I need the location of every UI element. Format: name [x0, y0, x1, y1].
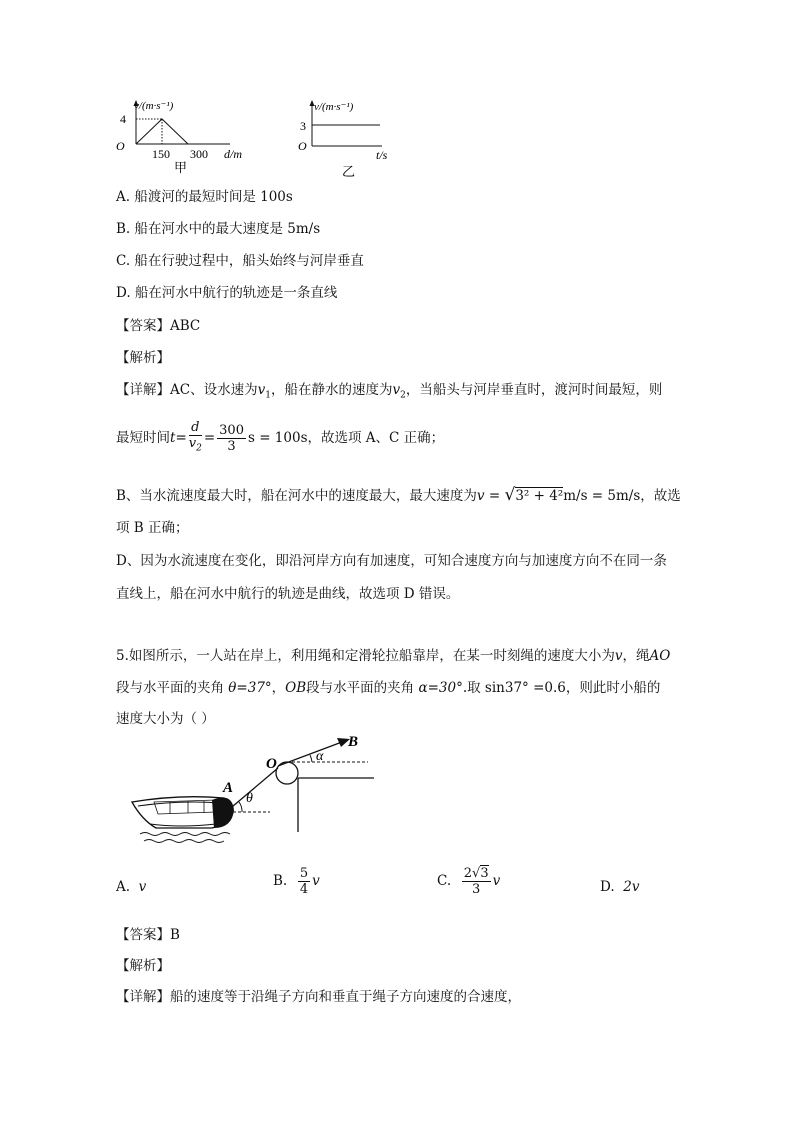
q4-option-a: A. 船渡河的最短时间是 100s	[116, 189, 293, 205]
sqrt-symbol: √	[504, 485, 516, 505]
x-tick-300: 300	[190, 147, 208, 161]
q4-detail-line6: 直线上，船在河水中航行的轨迹是曲线，故选项 D 错误。	[116, 586, 460, 602]
label-a: A	[223, 780, 234, 796]
label-o: O	[266, 756, 277, 772]
origin-label: O	[298, 139, 307, 153]
fraction-300-over-3: $\frac{300}{3}$	[219, 422, 244, 454]
q5-option-d: D. 2v	[600, 879, 640, 895]
x-tick-150: 150	[152, 147, 170, 161]
q5-stem-line2: 段与水平面的夹角 θ=37°，OB段与水平面的夹角 α=30°.取 sin37° =0.6，则此时小船的	[116, 680, 661, 696]
q4-option-d: D. 船在河水中航行的轨迹是一条直线	[116, 285, 338, 301]
q4-answer: 【答案】ABC	[116, 318, 201, 334]
q4-detail-line5: D、因为水流速度在变化，即沿河岸方向有加速度，可知合速度方向与加速度方向不在同一条	[116, 553, 667, 569]
graph-yi	[294, 96, 404, 182]
x-axis-label: t/s	[376, 148, 388, 162]
label-theta: θ	[246, 791, 253, 806]
q5-detail: 【详解】船的速度等于沿绳子方向和垂直于绳子方向速度的合速度，	[116, 989, 521, 1005]
q5-option-a: A. v	[116, 879, 147, 895]
label-b: B	[348, 734, 359, 750]
x-axis-label: d/m	[224, 147, 242, 161]
q4-option-b: B. 船在河水中的最大速度是 5m/s	[116, 221, 321, 237]
caption-yi: 乙	[342, 164, 356, 179]
water-icon	[140, 833, 230, 843]
label-alpha: α	[316, 749, 324, 764]
q4-detail-line4: 项 B 正确；	[116, 520, 189, 536]
q4-detail-line3: B、当水流速度最大时，船在河水中的速度最大，最大速度为v = √3² + 4²m/s = 5m/s，故选	[116, 485, 681, 505]
y-tick-4: 4	[120, 112, 126, 126]
graph-jia	[112, 96, 262, 176]
y-axis-label: v/(m·s⁻¹)	[134, 100, 174, 112]
y-axis-label: v/(m·s⁻¹)	[314, 101, 354, 113]
origin-label: O	[116, 139, 125, 153]
q5-analysis-heading: 【解析】	[116, 958, 170, 974]
q4-detail-line1: 【详解】AC、设水速为$v_1$，船在静水的速度为$v_2$，当船头与河岸垂直时，渡河时间最短，则	[116, 382, 663, 401]
q4-detail-line2: 最短时间t= $\frac{d}{v_2}$ = $\frac{300}{3}$ s = 100s，故选项 A、C 正确；	[116, 420, 444, 457]
q5-answer: 【答案】B	[116, 927, 180, 943]
q5-option-b: B. $\frac{5}{4}$ v	[273, 866, 320, 897]
q5-figure	[120, 728, 390, 848]
q5-option-c: C. $\frac{2√3}{3}$ v	[437, 866, 501, 897]
q5-stem-line1: 5.如图所示，一人站在岸上，利用绳和定滑轮拉船靠岸，在某一时刻绳的速度大小为v，绳AO	[116, 648, 671, 664]
y-tick-3: 3	[300, 119, 306, 133]
q4-analysis-heading: 【解析】	[116, 350, 170, 366]
caption-jia: 甲	[174, 160, 188, 175]
q5-stem-line3: 速度大小为（ ）	[116, 711, 215, 727]
boat-icon	[132, 797, 234, 828]
q4-option-c: C. 船在行驶过程中，船头始终与河岸垂直	[116, 253, 364, 269]
fraction-d-over-v2: $\frac{d}{v_2}$	[188, 420, 202, 454]
